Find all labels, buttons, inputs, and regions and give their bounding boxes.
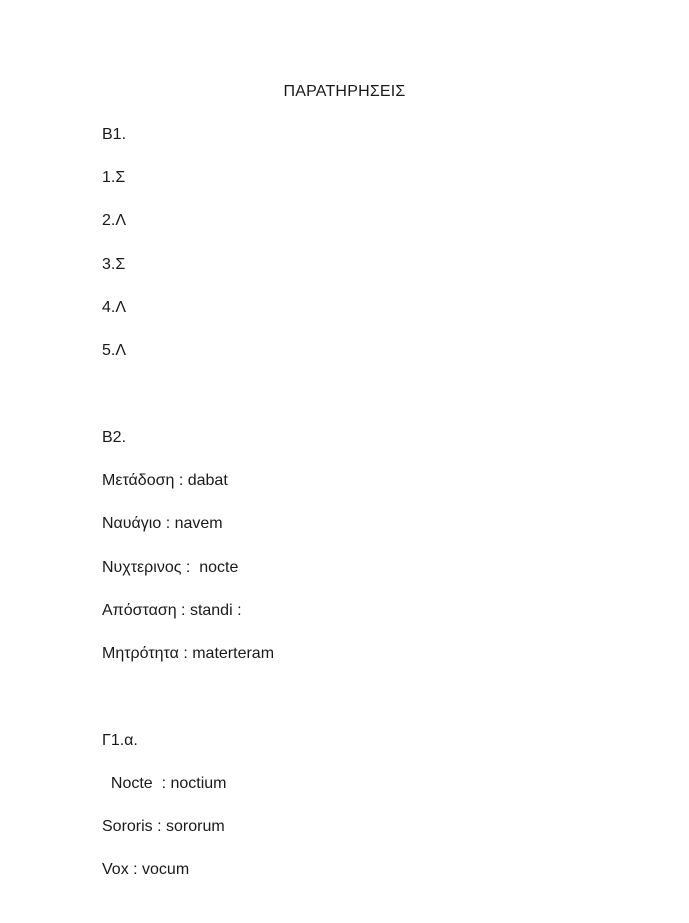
answer-line: Sororis : sororum bbox=[102, 818, 225, 835]
answer-line: Vox : vocum bbox=[102, 861, 190, 878]
answer-line: Μητρότητα : materteram bbox=[102, 645, 275, 662]
page-title: ΠΑΡΑΤΗΡΗΣΕΙΣ bbox=[283, 83, 406, 100]
answer-line: 4.Λ bbox=[102, 299, 127, 316]
answer-line: 1.Σ bbox=[102, 169, 126, 186]
answer-line: Ναυάγιο : navem bbox=[102, 515, 223, 532]
section-heading-g1a: Γ1.α. bbox=[102, 732, 138, 749]
answer-line: Νυχτερινος : nocte bbox=[102, 559, 239, 576]
answer-line: Μετάδοση : dabat bbox=[102, 472, 228, 489]
answer-line: 2.Λ bbox=[102, 212, 127, 229]
answer-line: 5.Λ bbox=[102, 342, 127, 359]
answer-line: Nocte : noctium bbox=[102, 775, 227, 792]
section-heading-b1: B1. bbox=[102, 126, 127, 143]
answer-line: Απόσταση : standi : bbox=[102, 602, 242, 619]
answer-line: 3.Σ bbox=[102, 256, 126, 273]
section-heading-b2: B2. bbox=[102, 429, 127, 446]
